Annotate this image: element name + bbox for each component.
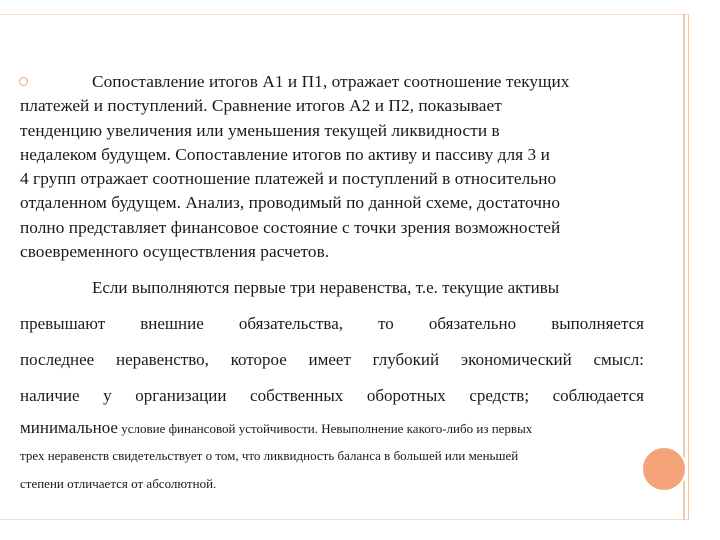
word: имеет xyxy=(308,350,351,369)
word: минимальное xyxy=(20,418,118,437)
word: обязательства, xyxy=(238,314,343,333)
word: наличие xyxy=(20,386,80,405)
paragraph-1-line: недалеком будущем. Сопоставление итогов по активу и пассиву для 3 и xyxy=(20,144,550,164)
word: у xyxy=(103,386,112,405)
word: соблюдается xyxy=(552,386,644,405)
frame-bottom-border xyxy=(0,519,688,520)
paragraph-2 xyxy=(20,270,644,498)
word: обязательно xyxy=(428,314,517,333)
paragraph-1-line: тенденцию увеличения или уменьшения текущей ликвидности в xyxy=(20,120,500,140)
word: которое xyxy=(230,350,287,369)
word: неравенство, xyxy=(115,350,209,369)
decorative-circle xyxy=(642,447,686,491)
text-run: условие финансовой устойчивости. Невыполнение какого-либо из первых xyxy=(117,421,533,436)
paragraph-1-line: полно представляет финансовое состояние с точки зрения возможностей xyxy=(20,217,561,237)
paragraph-2-line: степени отличается от абсолютной. xyxy=(20,476,217,491)
paragraph-1-line: своевременного осуществления расчетов. xyxy=(20,242,330,262)
word: то xyxy=(378,314,394,333)
paragraph-1-line: 4 групп отражает соотношение платежей и поступлений в относительно xyxy=(20,169,557,189)
paragraph-1-line: платежей и поступлений. Сравнение итогов А2 и П2, показывает xyxy=(20,96,502,116)
paragraph-2-line: Если выполняются первые три неравенства, т.е. текущие активы xyxy=(92,278,560,297)
paragraph-2-line xyxy=(20,378,644,414)
paragraph-2-line xyxy=(20,342,644,378)
word: экономический xyxy=(460,350,572,369)
word: глубокий xyxy=(372,350,440,369)
word: организации xyxy=(135,386,227,405)
word: последнее xyxy=(20,350,95,369)
paragraph-1-line: отдаленном будущем. Анализ, проводимый по данной схеме, достаточно xyxy=(20,193,561,213)
paragraph-2-line xyxy=(20,414,644,442)
paragraph-2-line xyxy=(20,306,644,342)
word: превышают xyxy=(20,314,106,333)
word: средств; xyxy=(469,386,530,405)
frame-right-border xyxy=(683,14,685,520)
paragraph-1-line: Сопоставление итогов А1 и П1, отражает соотношение текущих xyxy=(92,72,570,91)
frame-right-border-inner xyxy=(688,14,689,520)
word: выполняется xyxy=(551,314,644,333)
word: собственных xyxy=(250,386,344,405)
word: оборотных xyxy=(366,386,446,405)
word: внешние xyxy=(140,314,204,333)
paragraph-2-line: трех неравенств свидетельствует о том, что ликвидность баланса в большей или меньшей xyxy=(20,448,519,463)
frame-top-border xyxy=(0,14,688,15)
word: смысл: xyxy=(593,350,644,369)
paragraph-1 xyxy=(20,70,650,264)
